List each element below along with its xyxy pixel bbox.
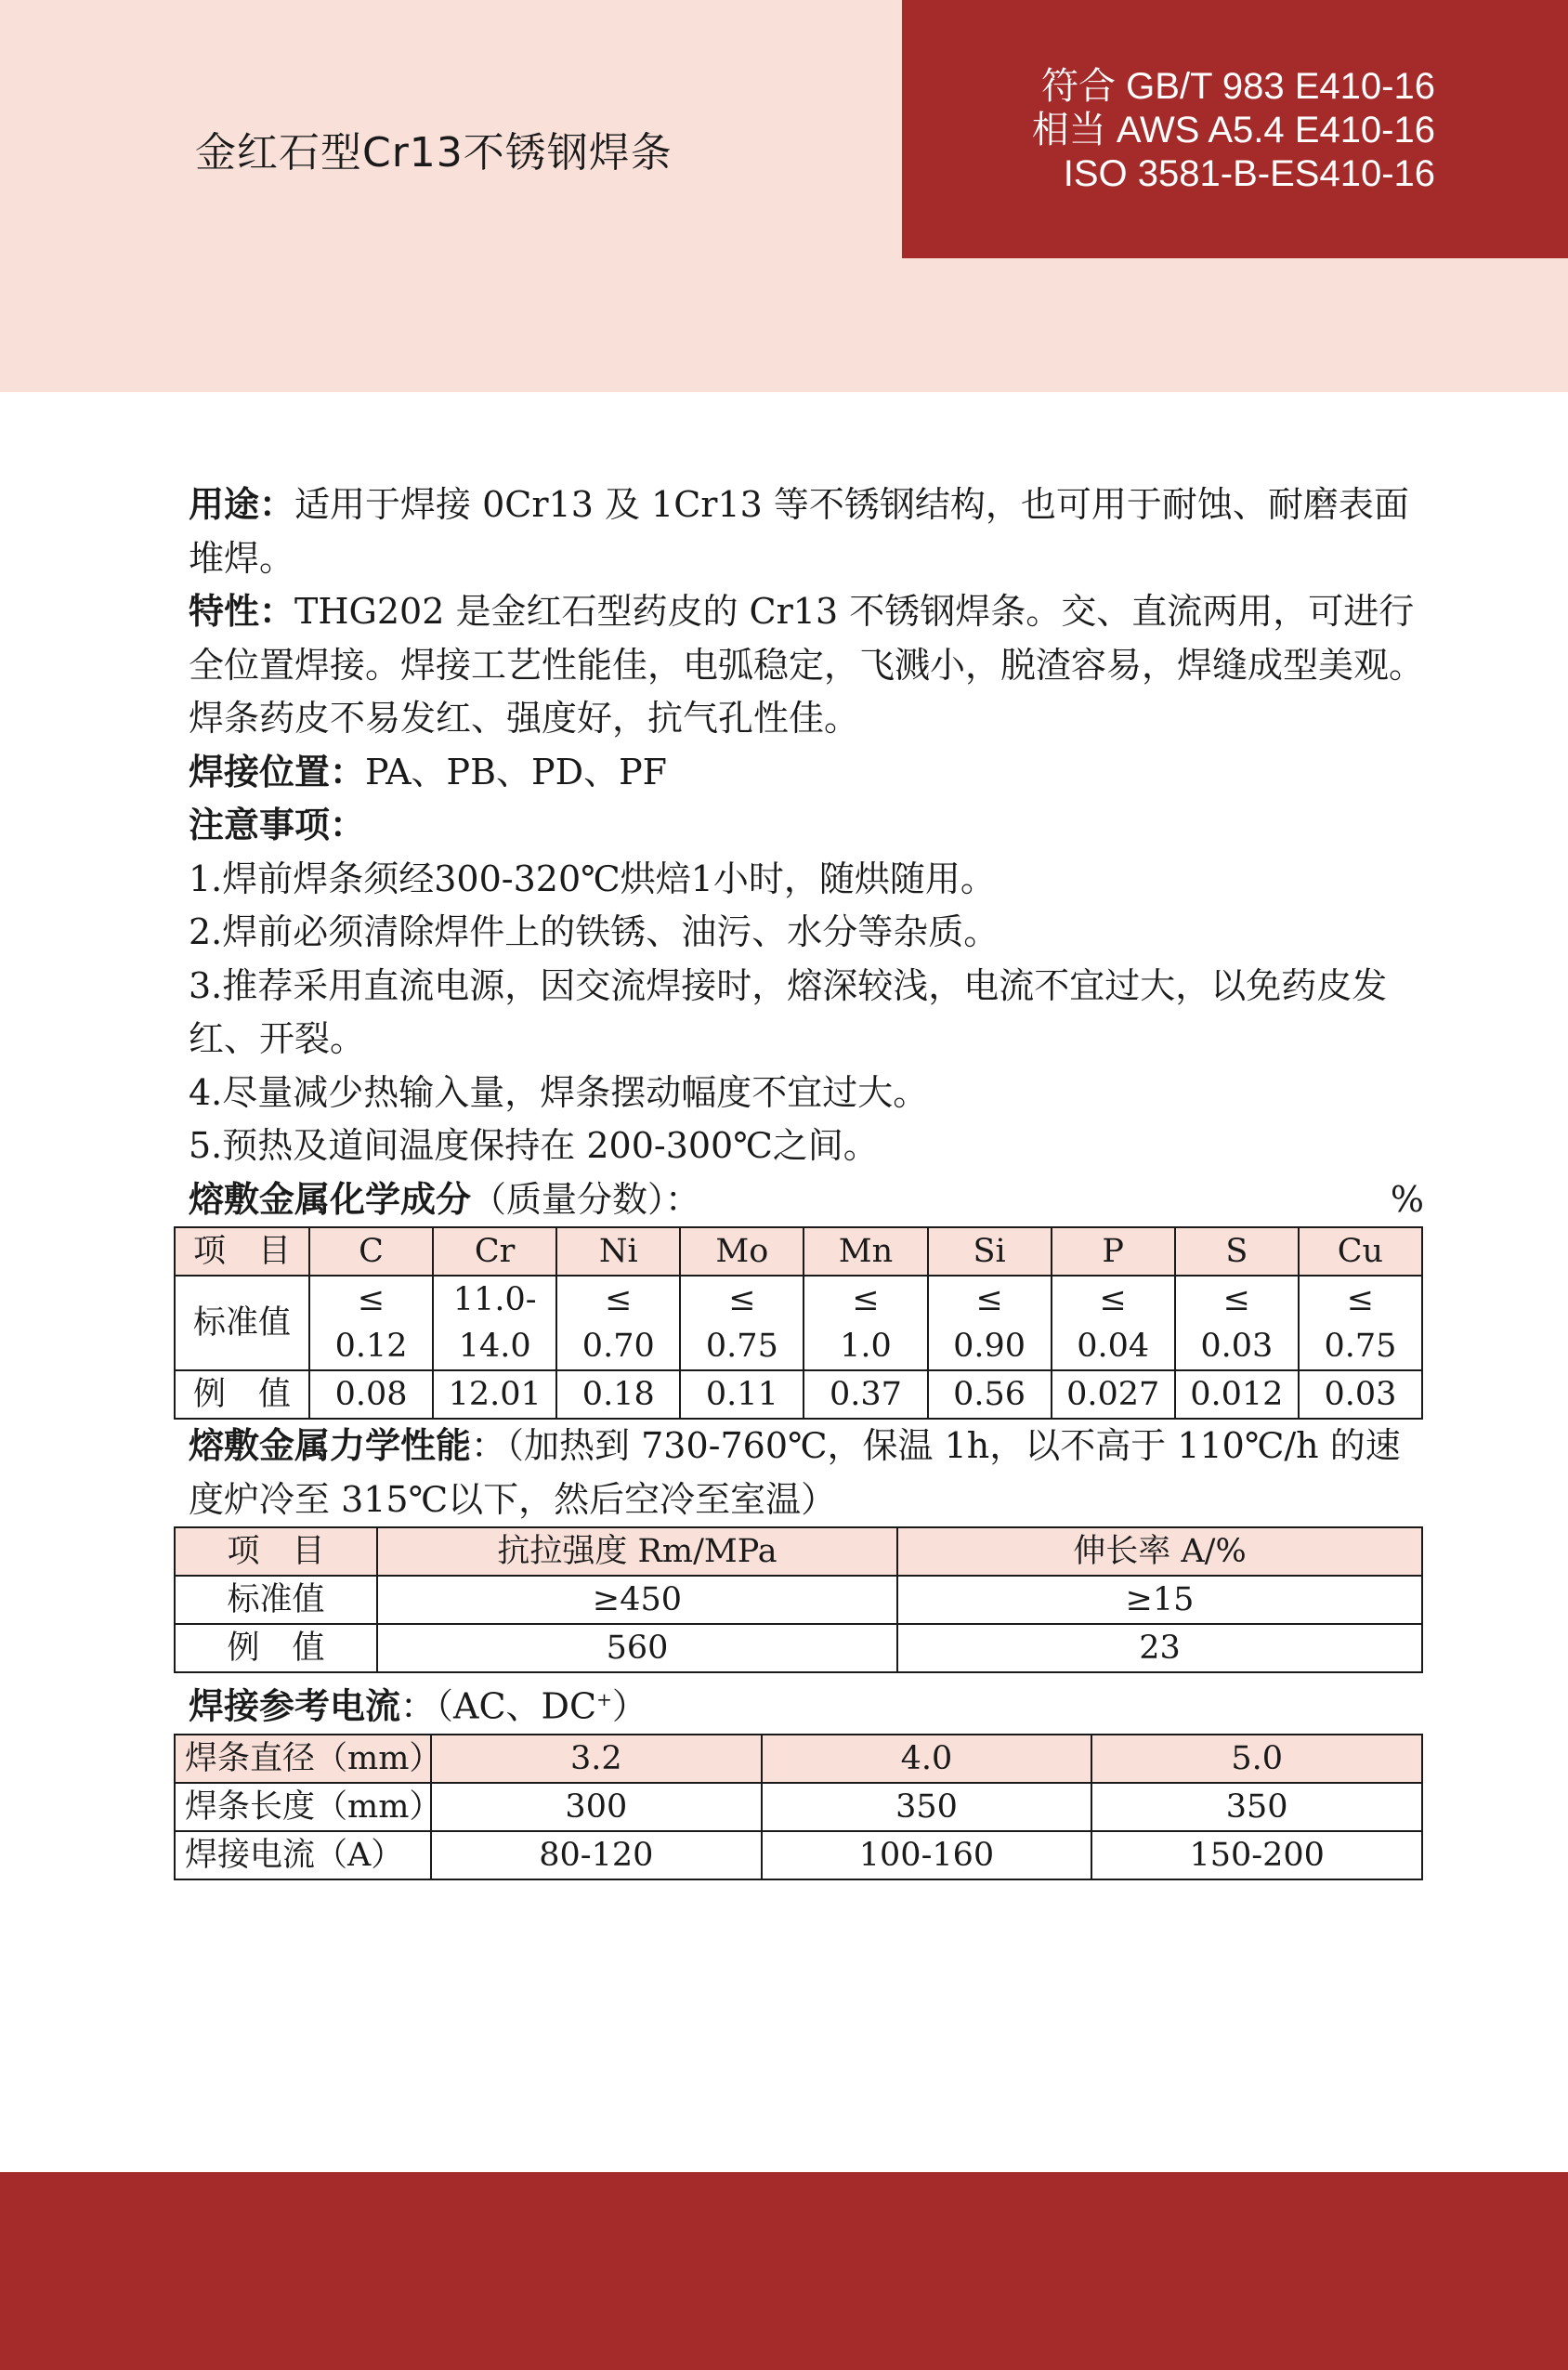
chemistry-header-row bbox=[175, 1227, 1422, 1276]
standard-value-cell bbox=[556, 1276, 680, 1370]
chemistry-standard-row bbox=[175, 1276, 1422, 1370]
chemistry-heading bbox=[189, 1173, 1424, 1227]
chemistry-header-cell: 项 目 bbox=[175, 1227, 309, 1276]
positions-paragraph bbox=[189, 746, 1424, 800]
document-title: 金红石型Cr13不锈钢焊条 bbox=[195, 129, 673, 177]
usage-text: 适用于焊接 0Cr13 及 1Cr13 等不锈钢结构，也可用于耐蚀、耐磨表面堆焊。 bbox=[189, 484, 1409, 579]
mechanical-label: 熔敷金属力学性能 bbox=[189, 1425, 472, 1466]
amperage-row bbox=[175, 1831, 1422, 1879]
current-table-cell: 4.0 bbox=[762, 1735, 1092, 1783]
standard-iso: ISO 3581-B-ES410-16 bbox=[1063, 153, 1435, 194]
note-item: 4.尽量减少热输入量，焊条摆动幅度不宜过大。 bbox=[189, 1071, 929, 1113]
mechanical-header-row bbox=[175, 1527, 1422, 1576]
row-label: 例 值 bbox=[175, 1370, 309, 1419]
standard-value-cell bbox=[680, 1276, 804, 1370]
example-value-cell: 0.18 bbox=[556, 1370, 680, 1419]
current-table-cell: 3.2 bbox=[431, 1735, 762, 1783]
chemistry-header-cell: C bbox=[309, 1227, 433, 1276]
standard-value-cell bbox=[1299, 1276, 1422, 1370]
standards-box bbox=[902, 0, 1568, 258]
current-table-cell: 350 bbox=[1091, 1783, 1422, 1831]
standard-value-bottom: 0.75 bbox=[1324, 1328, 1397, 1365]
current-sup: + bbox=[596, 1688, 612, 1710]
tensile-value: ≥450 bbox=[377, 1576, 897, 1624]
chemistry-unit: % bbox=[1390, 1178, 1424, 1220]
example-value-cell: 0.08 bbox=[309, 1370, 433, 1419]
usage-label: 用途： bbox=[189, 484, 295, 525]
chemistry-header-cell: Mn bbox=[804, 1227, 927, 1276]
current-table-cell: 300 bbox=[431, 1783, 762, 1831]
current-table-cell: 100-160 bbox=[762, 1831, 1092, 1879]
features-label: 特性： bbox=[189, 591, 295, 632]
note-item: 3.推荐采用直流电源，因交流焊接时，熔深较浅，电流不宜过大，以免药皮发红、开裂。 bbox=[189, 964, 1388, 1059]
current-label: 焊接参考电流 bbox=[189, 1685, 401, 1727]
mechanical-standard-row bbox=[175, 1576, 1422, 1624]
note-item: 2.焊前必须清除焊件上的铁锈、油污、水分等杂质。 bbox=[189, 911, 1000, 952]
chemistry-header-cell: Cu bbox=[1299, 1227, 1422, 1276]
standard-value-bottom: 1.0 bbox=[840, 1328, 892, 1365]
usage-paragraph bbox=[189, 478, 1424, 585]
elongation-value: 23 bbox=[897, 1624, 1422, 1672]
row-label: 焊条直径（mm） bbox=[175, 1735, 431, 1783]
chemistry-table bbox=[174, 1226, 1423, 1420]
positions-label: 焊接位置： bbox=[189, 751, 366, 792]
footer-band bbox=[0, 2172, 1568, 2370]
current-close: ） bbox=[611, 1685, 647, 1727]
current-table-cell: 5.0 bbox=[1091, 1735, 1422, 1783]
standard-value-top: ≤ bbox=[1222, 1281, 1250, 1318]
content-body bbox=[185, 478, 1425, 1880]
chemistry-header-cell: S bbox=[1175, 1227, 1299, 1276]
chemistry-header-cell: Mo bbox=[680, 1227, 804, 1276]
note-item: 1.焊前焊条须经300-320℃烘焙1小时，随烘随用。 bbox=[189, 858, 996, 899]
chemistry-header-cell: Ni bbox=[556, 1227, 680, 1276]
chemistry-sub: （质量分数）： bbox=[471, 1178, 701, 1220]
standard-value-cell bbox=[309, 1276, 433, 1370]
tensile-value: 560 bbox=[377, 1624, 897, 1672]
chemistry-label: 熔敷金属化学成分 bbox=[189, 1178, 472, 1220]
mechanical-sub: ：（加热到 730-760℃，保温 1h，以不高于 110℃/h 的速度炉冷至 315℃以下，然后空冷至室温） bbox=[189, 1425, 1401, 1520]
standard-value-top: ≤ bbox=[357, 1281, 385, 1318]
mechanical-heading bbox=[189, 1420, 1424, 1526]
standard-value-bottom: 0.70 bbox=[581, 1328, 655, 1365]
mechanical-header-cell: 项 目 bbox=[175, 1527, 377, 1576]
standard-value-top: ≤ bbox=[605, 1281, 633, 1318]
standard-value-cell bbox=[1052, 1276, 1175, 1370]
standard-value-cell bbox=[928, 1276, 1052, 1370]
example-value-cell: 0.56 bbox=[928, 1370, 1052, 1419]
mechanical-example-row bbox=[175, 1624, 1422, 1672]
standard-value-top: ≤ bbox=[1099, 1281, 1127, 1318]
standard-value-bottom: 0.75 bbox=[705, 1328, 778, 1365]
standard-value-top: ≤ bbox=[1346, 1281, 1375, 1318]
chemistry-header-cell: Si bbox=[928, 1227, 1052, 1276]
example-value-cell: 0.11 bbox=[680, 1370, 804, 1419]
chemistry-header-cell: Cr bbox=[433, 1227, 556, 1276]
current-table-cell: 80-120 bbox=[431, 1831, 762, 1879]
mechanical-header-cell: 伸长率 A/% bbox=[897, 1527, 1422, 1576]
length-row bbox=[175, 1783, 1422, 1831]
example-value-cell: 0.012 bbox=[1175, 1370, 1299, 1419]
notes-heading bbox=[189, 799, 1424, 853]
diameter-row bbox=[175, 1735, 1422, 1783]
chemistry-header-cell: P bbox=[1052, 1227, 1175, 1276]
standard-value-top: 11.0- bbox=[452, 1281, 537, 1318]
standard-value-bottom: 0.90 bbox=[953, 1328, 1026, 1365]
current-table bbox=[174, 1734, 1423, 1880]
row-label: 标准值 bbox=[175, 1576, 377, 1624]
row-label: 例 值 bbox=[175, 1624, 377, 1672]
standard-value-bottom: 0.04 bbox=[1077, 1328, 1150, 1365]
standard-gb: 符合 GB/T 983 E410-16 bbox=[1041, 66, 1435, 107]
elongation-value: ≥15 bbox=[897, 1576, 1422, 1624]
example-value-cell: 0.37 bbox=[804, 1370, 927, 1419]
standard-value-cell bbox=[1175, 1276, 1299, 1370]
mechanical-header-cell: 抗拉强度 Rm/MPa bbox=[377, 1527, 897, 1576]
features-paragraph bbox=[189, 585, 1424, 746]
standard-value-top: ≤ bbox=[975, 1281, 1003, 1318]
features-text: THG202 是金红石型药皮的 Cr13 不锈钢焊条。交、直流两用，可进行全位置焊接。焊接工艺性能佳，电弧稳定，飞溅小，脱渣容易，焊缝成型美观。焊条药皮不易发红、强度好，抗气孔性佳。 bbox=[189, 591, 1425, 739]
row-label: 焊条长度（mm） bbox=[175, 1783, 431, 1831]
current-table-cell: 350 bbox=[762, 1783, 1092, 1831]
current-table-cell: 150-200 bbox=[1091, 1831, 1422, 1879]
example-value-cell: 0.03 bbox=[1299, 1370, 1422, 1419]
standard-value-top: ≤ bbox=[728, 1281, 756, 1318]
standard-value-cell bbox=[433, 1276, 556, 1370]
positions-text: PA、PB、PD、PF bbox=[365, 751, 668, 792]
row-label: 标准值 bbox=[175, 1276, 309, 1370]
standard-value-top: ≤ bbox=[852, 1281, 880, 1318]
standard-value-bottom: 14.0 bbox=[458, 1328, 531, 1365]
chemistry-example-row bbox=[175, 1370, 1422, 1419]
standard-aws: 相当 AWS A5.4 E410-16 bbox=[1031, 110, 1435, 151]
standard-value-bottom: 0.03 bbox=[1200, 1328, 1274, 1365]
current-heading bbox=[189, 1673, 1424, 1734]
note-item: 5.预热及道间温度保持在 200-300℃之间。 bbox=[189, 1125, 879, 1166]
example-value-cell: 0.027 bbox=[1052, 1370, 1175, 1419]
mechanical-table bbox=[174, 1526, 1423, 1673]
current-sub: ：（AC、DC bbox=[400, 1685, 597, 1727]
standard-value-cell bbox=[804, 1276, 927, 1370]
notes-label: 注意事项： bbox=[189, 805, 366, 845]
standard-value-bottom: 0.12 bbox=[334, 1328, 408, 1365]
example-value-cell: 12.01 bbox=[433, 1370, 556, 1419]
row-label: 焊接电流（A） bbox=[175, 1831, 431, 1879]
